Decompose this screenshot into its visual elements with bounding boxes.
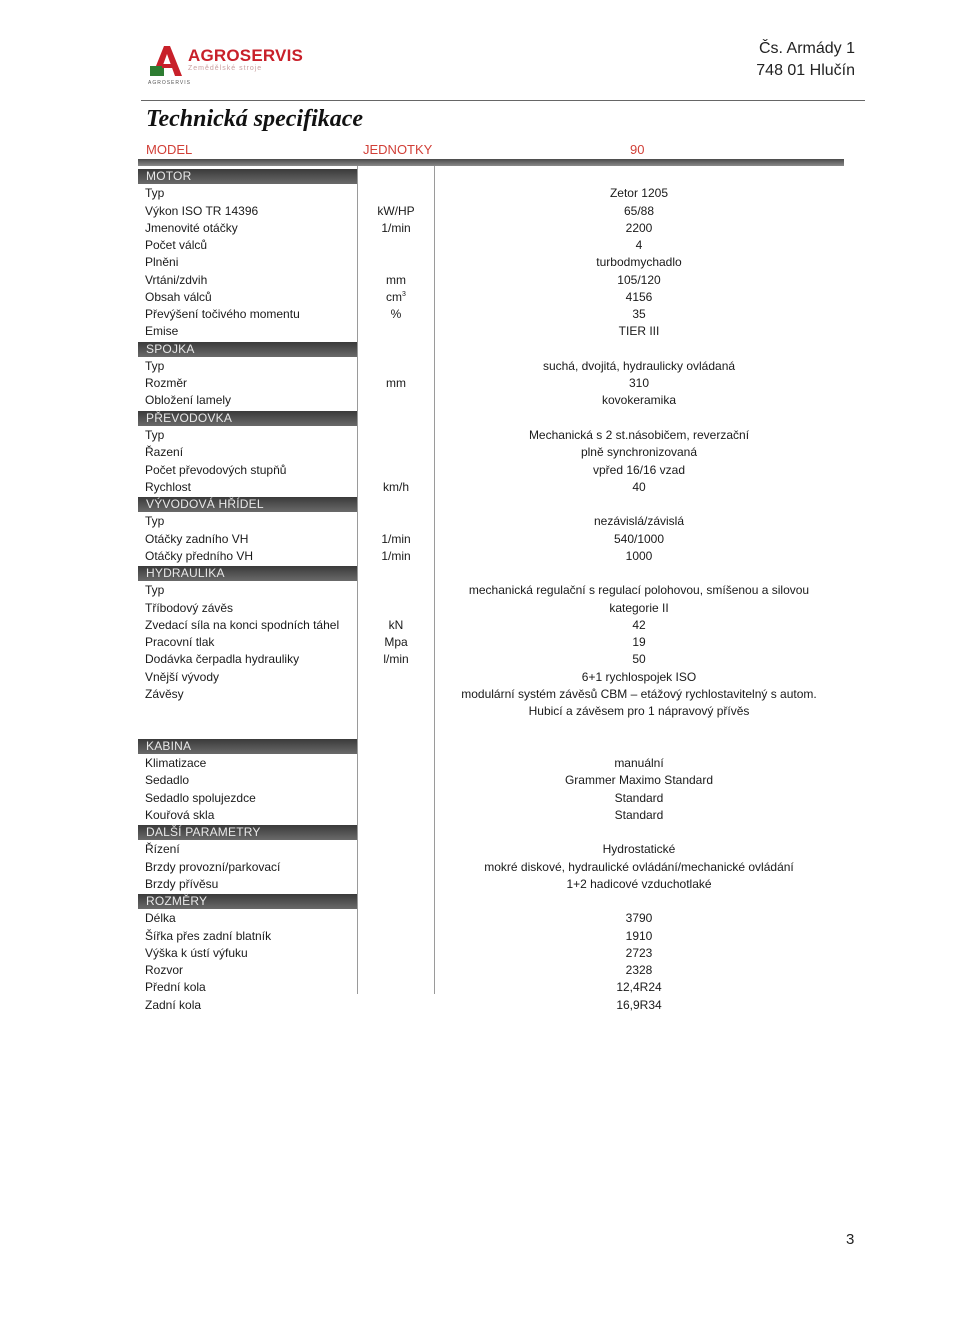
logo-small-text: AGROSERVIS — [148, 80, 191, 86]
spec-unit-text: mm — [386, 272, 406, 287]
spec-label: Otáčky zadního VH — [145, 531, 249, 546]
spec-label: Typ — [145, 186, 165, 201]
spec-value: 540/1000 — [613, 531, 665, 546]
spec-row — [0, 427, 960, 444]
spec-unit — [358, 548, 434, 565]
spec-label: Závěsy — [145, 686, 184, 701]
spec-label: Dodávka čerpadla hydrauliky — [145, 652, 300, 667]
spec-label: Počet válců — [145, 238, 208, 253]
spec-value: 65/88 — [623, 203, 655, 218]
spec-label: Kouřová skla — [145, 807, 215, 822]
company-logo — [148, 44, 304, 86]
spec-label: Sedadlo spolujezdce — [145, 790, 256, 805]
spec-label: Řazení — [145, 445, 184, 460]
spec-unit — [358, 634, 434, 651]
spec-label: Šířka přes zadní blatník — [145, 928, 272, 943]
spec-label: Klimatizace — [145, 756, 207, 771]
spec-row — [0, 841, 960, 858]
spec-row — [0, 479, 960, 496]
spec-value: 2328 — [625, 963, 653, 978]
spec-label: Typ — [145, 514, 165, 529]
company-address — [756, 38, 855, 82]
table-top-rule — [138, 159, 844, 166]
spec-value: Mechanická s 2 st.násobičem, reverzační — [528, 427, 750, 442]
spec-row — [0, 203, 960, 220]
spec-row — [0, 306, 960, 323]
spec-label: Sedadlo — [145, 773, 190, 788]
spec-row — [0, 323, 960, 340]
spec-row — [0, 375, 960, 392]
section-header — [0, 565, 960, 582]
agroservis-logo-icon — [148, 44, 184, 78]
spec-row — [0, 582, 960, 599]
spec-value: TIER III — [618, 324, 660, 339]
spec-label: Přední kola — [145, 980, 206, 995]
spec-unit-text: km/h — [382, 479, 409, 494]
spec-value: Hubicí a závěsem pro 1 nápravový přívěs — [528, 704, 750, 719]
column-header-model: MODEL — [146, 142, 193, 157]
section-header-label: PŘEVODOVKA — [146, 410, 233, 425]
spec-value: mechanická regulační s regulací polohovou, smíšenou a silovou — [468, 583, 810, 598]
spec-row — [0, 669, 960, 686]
spec-row — [0, 979, 960, 996]
spec-value: 16,9R34 — [616, 997, 662, 1012]
spec-row — [0, 289, 960, 306]
spec-value: Standard — [614, 807, 664, 822]
spec-unit — [358, 479, 434, 496]
spec-value: 19 — [632, 635, 646, 650]
spec-label: Typ — [145, 358, 165, 373]
spec-unit-text: kN — [388, 617, 404, 632]
spec-row — [0, 772, 960, 789]
section-header — [0, 738, 960, 755]
logo-text: AGROSERVIS — [188, 46, 304, 65]
spec-value: 1+2 hadicové vzduchotlaké — [566, 876, 712, 891]
spec-value: 6+1 rychlospojek ISO — [581, 669, 697, 684]
section-header-label: VÝVODOVÁ HŘÍDEL — [146, 497, 264, 512]
spec-label: Řízení — [145, 842, 180, 857]
spec-value: 4 — [635, 238, 643, 253]
spec-unit-text: Mpa — [384, 635, 408, 650]
spec-unit — [358, 220, 434, 237]
spec-value: 3790 — [625, 911, 653, 926]
spec-row — [0, 444, 960, 461]
spec-unit — [358, 272, 434, 289]
spec-unit-text: 1/min — [381, 531, 411, 546]
document-title: Technická specifikace — [146, 106, 364, 132]
header-divider — [141, 100, 865, 101]
spec-unit-text: cm — [386, 289, 403, 304]
row-spacer — [0, 721, 960, 738]
spec-unit — [358, 289, 434, 306]
section-header-label: HYDRAULIKA — [146, 566, 225, 581]
spec-value: 2200 — [625, 220, 653, 235]
spec-label: Rozvor — [145, 963, 184, 978]
column-header-value: 90 — [630, 142, 645, 157]
spec-value: 50 — [632, 652, 646, 667]
spec-value: 40 — [632, 479, 646, 494]
spec-label: Tříbodový závěs — [145, 600, 234, 615]
spec-label: Vrtáni/zdvih — [145, 272, 208, 287]
spec-value: Hydrostatické — [602, 842, 676, 857]
spec-unit-text: mm — [386, 376, 406, 391]
spec-unit-text: l/min — [383, 652, 409, 667]
spec-label: Typ — [145, 427, 165, 442]
spec-row — [0, 876, 960, 893]
section-header — [0, 341, 960, 358]
address-line-1: Čs. Armády 1 — [758, 40, 855, 57]
section-header — [0, 168, 960, 185]
spec-row — [0, 531, 960, 548]
spec-row — [0, 617, 960, 634]
spec-label: Obložení lamely — [145, 393, 232, 408]
spec-row — [0, 462, 960, 479]
spec-value: Standard — [614, 790, 664, 805]
spec-unit-superscript: 3 — [402, 290, 406, 298]
spec-row — [0, 220, 960, 237]
spec-label: Rychlost — [145, 479, 192, 494]
spec-row — [0, 928, 960, 945]
page-number: 3 — [846, 1231, 855, 1248]
section-header — [0, 893, 960, 910]
spec-row — [0, 962, 960, 979]
spec-value: modulární systém závěsů CBM – etážový rychlostavitelný s autom. — [461, 686, 817, 701]
spec-row — [0, 859, 960, 876]
spec-row — [0, 358, 960, 375]
spec-row — [0, 634, 960, 651]
spec-label: Zvedací síla na konci spodních táhel — [145, 617, 340, 632]
section-header-label: DALŠÍ PARAMETRY — [146, 825, 261, 840]
section-header-label: KABINA — [146, 738, 192, 753]
spec-label: Vnější vývody — [145, 669, 220, 684]
spec-unit — [358, 306, 434, 323]
spec-row — [0, 755, 960, 772]
spec-value: kategorie II — [609, 600, 669, 615]
logo-subtext: Zemědělské stroje — [188, 65, 263, 72]
spec-row — [0, 651, 960, 668]
spec-label: Pracovní tlak — [145, 635, 215, 650]
spec-value: 12,4R24 — [616, 980, 662, 995]
spec-value: manuální — [614, 756, 664, 771]
spec-unit — [358, 203, 434, 220]
spec-row — [0, 945, 960, 962]
spec-unit-text: 1/min — [381, 548, 411, 563]
spec-value: vpřed 16/16 vzad — [592, 462, 686, 477]
spec-row — [0, 254, 960, 271]
column-header-unit: JEDNOTKY — [363, 142, 433, 157]
spec-value: nezávislá/závislá — [593, 514, 685, 529]
spec-label: Převýšení točivého momentu — [145, 307, 300, 322]
spec-label: Brzdy přívěsu — [145, 876, 219, 891]
spec-row — [0, 703, 960, 720]
spec-row — [0, 548, 960, 565]
spec-unit — [358, 375, 434, 392]
section-header-label: ROZMĚRY — [146, 894, 208, 909]
spec-row — [0, 686, 960, 703]
spec-label: Zadní kola — [145, 997, 202, 1012]
spec-label: Otáčky předního VH — [145, 548, 254, 563]
spec-value: Zetor 1205 — [609, 186, 669, 201]
spec-label: Typ — [145, 583, 165, 598]
spec-label: Počet převodových stupňů — [145, 462, 287, 477]
spec-row — [0, 237, 960, 254]
section-header — [0, 824, 960, 841]
spec-label: Plněni — [145, 255, 179, 270]
spec-table — [0, 168, 960, 1014]
spec-row — [0, 790, 960, 807]
spec-unit — [358, 617, 434, 634]
spec-label: Výška k ústí výfuku — [145, 945, 248, 960]
section-header-label: MOTOR — [146, 169, 192, 183]
spec-value: 4156 — [625, 289, 653, 304]
spec-label: Obsah válců — [145, 289, 212, 304]
spec-value: 2723 — [625, 945, 653, 960]
spec-value: 35 — [632, 307, 646, 322]
spec-row — [0, 392, 960, 409]
spec-value: 1910 — [625, 928, 653, 943]
spec-value: 42 — [632, 617, 646, 632]
spec-value: plně synchronizovaná — [580, 445, 698, 460]
spec-row — [0, 185, 960, 202]
spec-row — [0, 807, 960, 824]
spec-label: Délka — [145, 911, 176, 926]
spec-value: suchá, dvojitá, hydraulicky ovládaná — [542, 358, 736, 373]
section-header — [0, 410, 960, 427]
spec-label: Emise — [145, 324, 179, 339]
spec-value: mokré diskové, hydraulické ovládání/mechanické ovládání — [484, 859, 794, 874]
spec-unit — [358, 651, 434, 668]
section-header-label: SPOJKA — [146, 341, 195, 356]
spec-row — [0, 997, 960, 1014]
spec-label: Výkon ISO TR 14396 — [145, 203, 259, 218]
spec-value: 105/120 — [617, 272, 661, 287]
section-header — [0, 496, 960, 513]
spec-label: Jmenovité otáčky — [145, 220, 238, 235]
spec-unit — [358, 531, 434, 548]
address-line-2: 748 01 Hlučín — [756, 62, 855, 79]
spec-label: Brzdy provozní/parkovací — [145, 859, 281, 874]
spec-value: Grammer Maximo Standard — [564, 773, 714, 788]
spec-row — [0, 600, 960, 617]
spec-value: 310 — [628, 376, 650, 391]
spec-unit-text: kW/HP — [377, 203, 415, 218]
spec-row — [0, 272, 960, 289]
spec-label: Rozměr — [145, 376, 188, 391]
spec-row — [0, 513, 960, 530]
spec-row — [0, 910, 960, 927]
spec-value: 1000 — [625, 548, 653, 563]
spec-unit-text: % — [390, 307, 402, 322]
spec-unit-text: 1/min — [381, 220, 411, 235]
spec-value: kovokeramika — [601, 393, 677, 408]
spec-value: turbodmychadlo — [596, 255, 682, 270]
